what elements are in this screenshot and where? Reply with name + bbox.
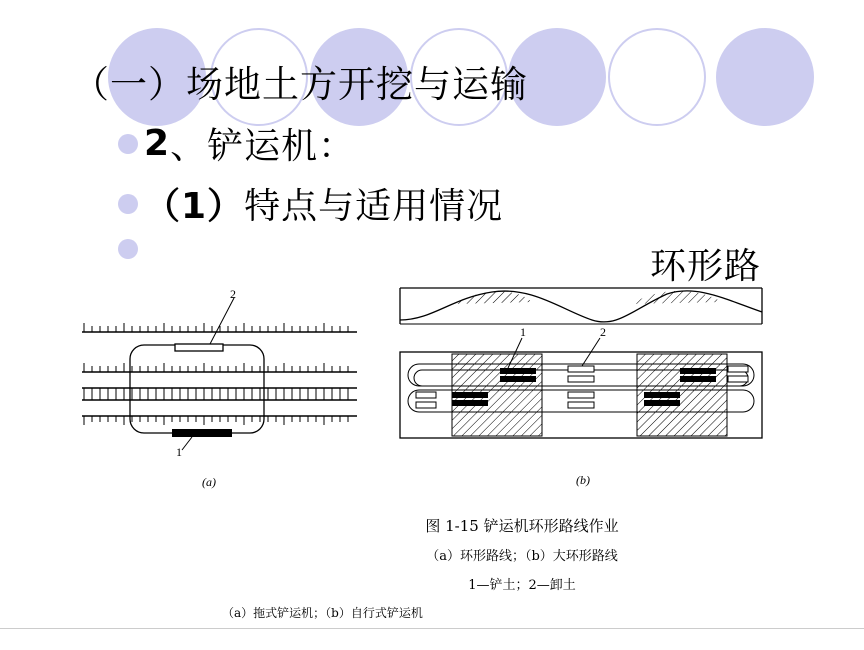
label-num-1: 1 [176,445,182,459]
scraper-route-diagram [72,240,782,630]
caption-title: 图 1-15 铲运机环形路线作业 [425,517,619,535]
bullet-text-partial: 环形路 [650,246,762,287]
slide-title: （一）场地土方开挖与运输 [72,63,528,106]
bullet-text: 、铲运机： [170,126,356,167]
bullet-dot-icon [118,194,138,214]
figure-diagram [72,240,782,630]
bullet-item [118,118,355,169]
bullet-dot-icon [118,134,138,154]
caption-note: （a）拖式铲运机；（b）自行式铲运机 [222,606,423,620]
bullet-text: 特点与适用情况 [244,186,504,227]
ruler-ticks [84,323,348,425]
bullet-prefix: 2 [144,123,171,164]
divider [0,628,864,629]
bullet-item [118,178,503,229]
diagram-a [82,298,357,450]
label-num-2: 2 [230,287,236,301]
label-b-num-1: 1 [520,325,526,339]
diagram-b [400,288,762,438]
label-b: (b) [576,473,590,487]
decor-circle [716,28,814,126]
label-b-num-2: 2 [600,325,606,339]
label-a: (a) [202,475,216,489]
decor-ring [608,28,706,126]
caption-legend: 1—铲土；2—卸土 [468,578,576,593]
bullet-prefix: （1） [144,186,245,227]
caption-subtitle: （a）环形路线；（b）大环形路线 [426,549,618,564]
